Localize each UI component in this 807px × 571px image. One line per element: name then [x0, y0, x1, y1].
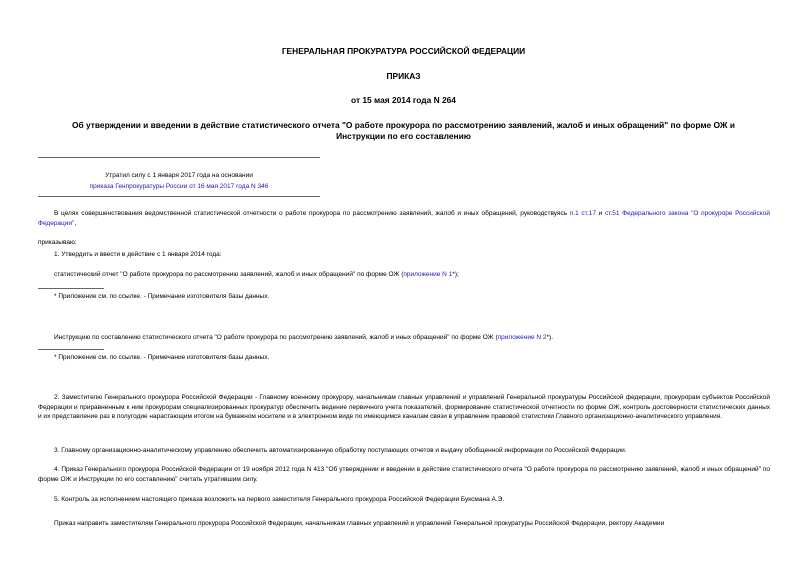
stat-report-end: *);: [452, 271, 459, 278]
item-2: 2. Заместителю Генерального прокурора Российской Федерации - Главному военному прокурору, начальникам главных управлений и управлений Генеральной прокуратуры Российской федерации, прокурорам субъектов Российской Федерации и приравненным к ним прокурорам специализированных прокуратур обеспечить ведение первичного учета показателей, формирование статистической отчетности по форме ОЖ, контроль достоверности статистических данных и их представление раз в полугодие нарастающим итогом на бумажном носителе и в электронном виде по имеющимся каналам связи в управление правовой статистики Главного организационно-аналитического управления.: [38, 394, 770, 421]
law-article-17-link[interactable]: п.1 ст.17: [569, 210, 596, 217]
doc-title-line2: Инструкции по его составлению: [336, 131, 471, 141]
doc-type-heading: ПРИКАЗ: [386, 71, 421, 81]
status-line: Утратил силу с 1 января 2017 года на основании: [105, 172, 253, 179]
footnote-2: * Приложение см. по ссылке. - Примечание изготовителя базы данных.: [54, 354, 270, 361]
instruction-end: *).: [546, 334, 554, 341]
item-4: 4. Приказ Генерального прокурора Российской Федерации от 19 ноября 2012 года N 413 "Об утверждении и введении в действие статистического отчета "О работе прокурора по рассмотрению заявлений, жалоб и иных обращений" по форме ОЖ и Инструкции по его составлению" считать утратившим силу.: [38, 466, 770, 483]
order-word: приказываю:: [38, 239, 77, 246]
status-note: [38, 170, 320, 192]
stat-report-text: статистический отчет "О работе прокурора по рассмотрению заявлений, жалоб и иных обращений" по форме ОЖ (: [54, 271, 404, 278]
item-5: 5. Контроль за исполнением настоящего приказа возложить на первого заместителя Генерального прокурора Российской Федерации Буксмана А.Э.: [54, 496, 505, 503]
preamble-text: В целях совершенствования ведомственной статистической отчетности о работе прокурора по рассмотрению заявлений, жалоб и иных обращений, руководствуясь: [54, 210, 568, 217]
footnote-1: * Приложение см. по ссылке. - Примечание изготовителя базы данных.: [54, 293, 270, 300]
law-article-51-link[interactable]: ст.51 Федерального закона "О прокуроре Российской Федерации": [38, 210, 770, 227]
repeal-order-link[interactable]: приказа Генпрокуратуры России от 16 мая 2017 года N 346: [89, 183, 269, 190]
divider: [38, 157, 320, 158]
doc-title: [0, 120, 807, 142]
item-1: 1. Утвердить и ввести в действие с 1 января 2014 года:: [54, 251, 222, 258]
footnote-rule: [38, 288, 104, 289]
doc-title-line1: Об утверждении и введении в действие статистического отчета "О работе прокурора по рассмотрению заявлений, жалоб и иных обращений" по форме ОЖ и: [72, 120, 735, 130]
footnote-rule: [38, 349, 104, 350]
appendix-2-link[interactable]: приложение N 2: [497, 334, 547, 341]
org-heading: ГЕНЕРАЛЬНАЯ ПРОКУРАТУРА РОССИЙСКОЙ ФЕДЕРАЦИИ: [281, 46, 526, 56]
item-3: 3. Главному организационно-аналитическому управлению обеспечить автоматизированную обработку поступающих отчетов и выдачу обобщенной информации по Российской Федерации.: [54, 447, 627, 454]
item-6: Приказ направить заместителям Генерального прокурора Российской Федерации, начальникам главных управлений и управлений Генеральной прокуратуры Российской Федерации, ректору Академии: [54, 520, 665, 527]
instruction-text: Инструкцию по составлению статистического отчета "О работе прокурора по рассмотрению заявлений, жалоб и иных обращений" по форме ОЖ (: [54, 334, 498, 341]
divider: [38, 196, 320, 197]
preamble-paragraph: [38, 209, 770, 228]
appendix-1-link[interactable]: приложение N 1: [403, 271, 453, 278]
doc-date-heading: от 15 мая 2014 года N 264: [351, 95, 456, 105]
instruction-line: [38, 333, 770, 343]
stat-report-line: [38, 270, 770, 280]
preamble-end: ,: [74, 219, 77, 227]
preamble-and: и: [598, 210, 603, 217]
